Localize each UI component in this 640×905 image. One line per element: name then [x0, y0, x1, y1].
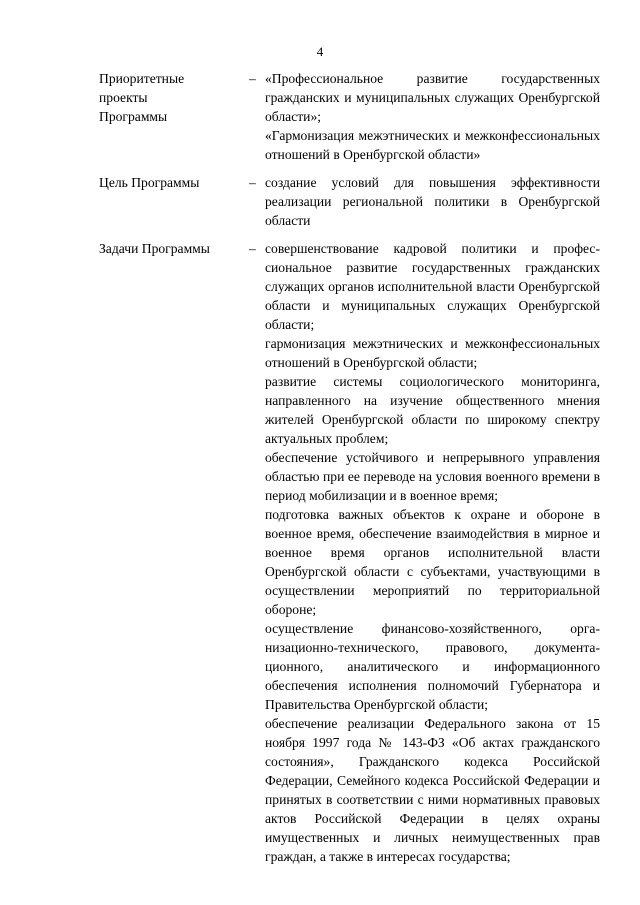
row-body [265, 239, 600, 866]
row-dash: – [249, 71, 256, 86]
label-line: Цель Программы [99, 175, 200, 190]
row-label [99, 239, 229, 258]
paragraph: осуществление финансово-хозяйственного, организационно-технического, правового, документационного, аналитического и информационного обеспечения исполнения полномочий Губернатора и Правительства Оренбургской области; [265, 621, 600, 712]
row-label [99, 69, 229, 126]
paragraph: создание условий для повышения эффективности реализации региональной политики в Оренбургской области [265, 175, 600, 228]
label-line: Программы [99, 109, 168, 124]
row-label [99, 173, 229, 192]
paragraph: «Гармонизация межэтнических и межконфессиональных отношений в Оренбургской области» [265, 128, 600, 162]
label-line: проекты [99, 90, 148, 105]
row-body [265, 173, 600, 230]
paragraph: обеспечение устойчивого и непрерывного управления областью при ее переводе на условия военного времени в период мобилизации и в военное время; [265, 450, 600, 503]
paragraph: «Профессиональное развитие государственных гражданских и муниципальных служащих Оренбургской области»; [265, 71, 600, 124]
row-dash: – [249, 241, 256, 256]
paragraph: совершенствование кадровой политики и профессиональное развитие государственных гражданских служащих органов исполнительной власти Оренбургской области и муниципальных служащих Оренбургской области; [265, 241, 600, 332]
paragraph: развитие системы социологического мониторинга, направленного на изучение общественного мнения жителей Оренбургской области по широкому спектру актуальных проблем; [265, 374, 600, 446]
row-body [265, 69, 600, 164]
label-line: Приоритетные [99, 71, 185, 86]
paragraph: подготовка важных объектов к охране и обороне в военное время, обеспечение взаимодействия в мирное и военное время органов исполнительной власти Оренбургской области с субъектами, участвующими в осуществлении мероприятий по территориальной обороне; [265, 507, 600, 617]
page-number: 4 [316, 44, 324, 59]
row-dash: – [249, 175, 256, 190]
paragraph: обеспечение реализации Федерального закона от 15 ноября 1997 года № 143-ФЗ «Об актах гражданского состояния», Гражданского кодекса Российской Федерации, Семейного кодекса Российской Федерации и принятых в соответствии с ними нормативных правовых актов Российской Федерации в целях охраны имущественных и личных неимущественных прав граждан, а также в интересах государства; [265, 716, 600, 864]
label-line: Задачи Программы [99, 241, 210, 256]
paragraph: гармонизация межэтнических и межконфессиональных отношений в Оренбургской области; [265, 336, 600, 370]
